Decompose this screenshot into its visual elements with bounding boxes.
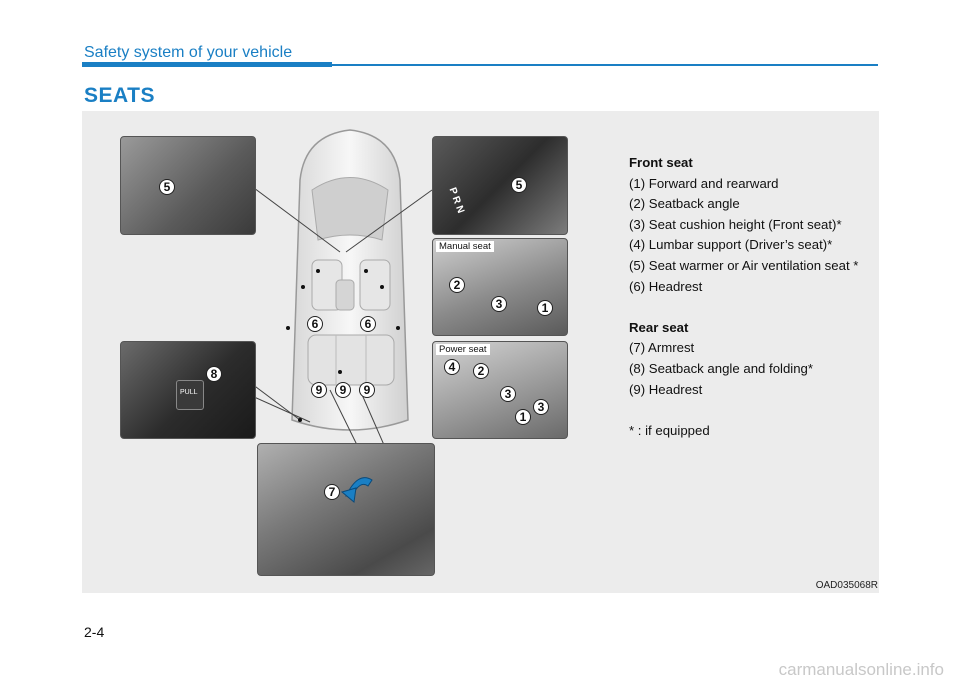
callout-2-manual: 2: [449, 277, 465, 293]
section-title: Safety system of your vehicle: [84, 44, 293, 61]
callout-5-photo-left: 5: [159, 179, 175, 195]
front-item-6: (6) Headrest: [629, 278, 703, 294]
manual-seat-tag: Manual seat: [436, 241, 494, 252]
footnote: * : if equipped: [629, 422, 710, 438]
rear-item-9: (9) Headrest: [629, 381, 703, 397]
callout-3-power-b: 3: [533, 399, 549, 415]
callout-3-manual: 3: [491, 296, 507, 312]
callout-9-right: 9: [359, 382, 375, 398]
legend: [629, 153, 858, 441]
manual-seat-photo: [432, 238, 568, 336]
rear-item-7: (7) Armrest: [629, 340, 695, 356]
figure-code: OAD035068R: [815, 580, 878, 591]
legend-gap: [629, 297, 858, 318]
callout-8: 8: [206, 366, 222, 382]
seat-warmer-photo-front: [432, 136, 568, 235]
power-seat-photo: [432, 341, 568, 439]
page-number: 2-4: [84, 624, 105, 640]
front-item-3: (3) Seat cushion height (Front seat)*: [629, 216, 842, 232]
callout-9-left: 9: [311, 382, 327, 398]
callout-9-center: 9: [335, 382, 351, 398]
page-heading: SEATS: [84, 84, 155, 107]
legend-gap-2: [629, 400, 858, 421]
gear-letters: P R N: [446, 186, 466, 215]
callout-2-power: 2: [473, 363, 489, 379]
arrow-icon: [338, 466, 378, 506]
callout-6-left: 6: [307, 316, 323, 332]
callout-1-manual: 1: [537, 300, 553, 316]
callout-3-power-a: 3: [500, 386, 516, 402]
pull-switch: [176, 380, 204, 410]
watermark: carmanualsonline.info: [778, 660, 944, 679]
front-item-4: (4) Lumbar support (Driver’s seat)*: [629, 237, 833, 253]
rear-seat-title: Rear seat: [629, 319, 689, 335]
callout-5-photo-right: 5: [511, 177, 527, 193]
callout-4-power: 4: [444, 359, 460, 375]
front-item-1: (1) Forward and rearward: [629, 175, 779, 191]
callout-7: 7: [324, 484, 340, 500]
seat-warmer-photo-rear: [120, 136, 256, 235]
rear-item-8: (8) Seatback angle and folding*: [629, 360, 814, 376]
front-item-2: (2) Seatback angle: [629, 196, 740, 212]
seatback-fold-photo: [120, 341, 256, 439]
armrest-photo: [257, 443, 435, 576]
power-seat-tag: Power seat: [436, 344, 490, 355]
pull-switch-label: PULL: [180, 389, 198, 396]
callout-1-power: 1: [515, 409, 531, 425]
front-item-5: (5) Seat warmer or Air ventilation seat *: [629, 257, 859, 273]
callout-6-right: 6: [360, 316, 376, 332]
front-seat-title: Front seat: [629, 155, 693, 170]
